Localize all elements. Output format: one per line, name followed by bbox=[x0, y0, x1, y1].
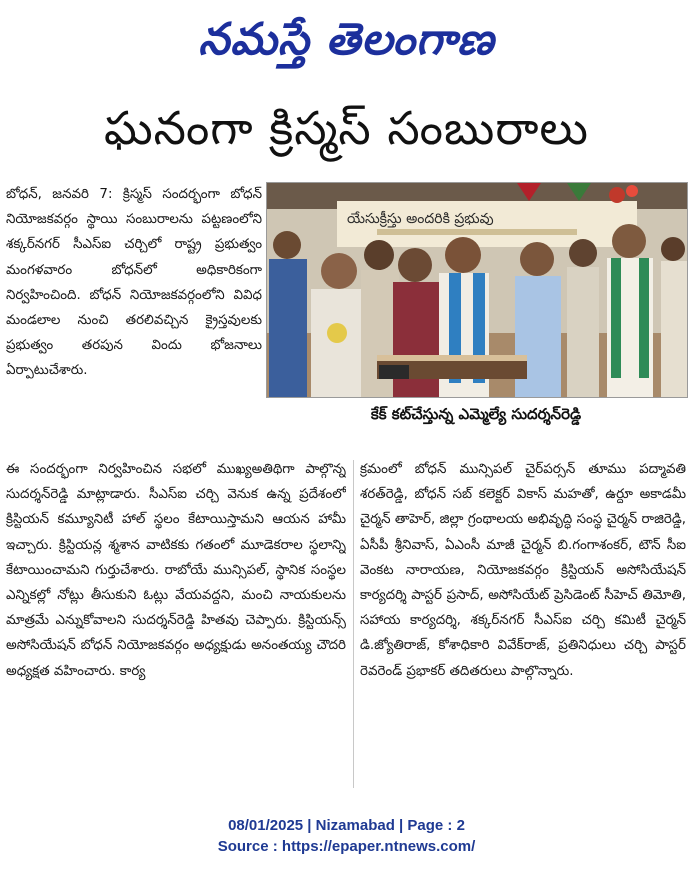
news-photo bbox=[266, 182, 688, 398]
headline-text: ఘనంగా క్రిస్మస్ సంబురాలు bbox=[104, 101, 589, 155]
article-column-right bbox=[360, 457, 686, 793]
footer-source: Source : https://epaper.ntnews.com/ bbox=[217, 838, 476, 855]
headline bbox=[0, 96, 693, 172]
masthead bbox=[0, 0, 693, 90]
photo-caption: కేక్ కట్‌చేస్తున్న ఎమ్మెల్యే సుదర్శన్‌రెడ్డి bbox=[370, 405, 582, 423]
article-column-left-top bbox=[6, 182, 262, 456]
photo-banner-text: యేసుక్రీస్తు అందరికి ప్రభువు bbox=[347, 211, 494, 227]
footer-date-edition: 08/01/2025 | Nizamabad | Page : 2 bbox=[228, 817, 465, 834]
newspaper-logo: నమస్తే తెలంగాణ bbox=[198, 14, 495, 65]
article-column-left-bottom bbox=[6, 457, 346, 793]
article-paragraph-speech: ఈ సందర్భంగా నిర్వహించిన సభలో ముఖ్యఅతిథిగా పాల్గొన్న సుదర్శన్‌రెడ్డి మాట్లాడారు. సీఎస్ఐ చర్చి వెనుక ఉన్న ప్రదేశంలో క్రిస్టియన్ కమ్యూనిటీ హాల్ స్థలం కేటాయిస్తామని ఆయన హామీ ఇచ్చారు. క్రిస్టియన్ల శ్మశాన వాటికకు గతంలో మూడెకరాల స్థలాన్ని కేటాయించామని గుర్తుచేశారు. రాబోయే మున్సిపల్, స్థానిక సంస్థల ఎన్నికల్లో నోట్లు తీసుకుని ఓట్లు వేయవద్దని, మంచి నాయకులను మాత్రమే ఎన్నుకోవాలని సుదర్శన్‌రెడ్డి హితవు చెప్పారు. క్రిస్టియన్స్ అసోసియేషన్ బోధన్ నియోజకవర్గం అధ్యక్షుడు అనంతయ్య చౌదరి అధ్యక్షత వహించారు. కార్య bbox=[6, 462, 346, 679]
article-paragraph-intro: బోధన్, జనవరి 7: క్రిస్మస్ సందర్భంగా బోధన్ నియోజకవర్గం స్థాయి సంబురాలను పట్టణంలోని శక్కర్‌నగర్ సీఎస్ఐ చర్చిలో రాష్ట్ర ప్రభుత్వం మంగళవారం బోధన్‌లో అధికారికంగా నిర్వహించింది. బోధన్ నియోజకవర్గంలోని వివిధ మండలాల నుంచి తరలివచ్చిన క్రైస్తవులకు ప్రభుత్వం తరపున విందు భోజనాలు ఏర్పాటుచేశారు. bbox=[6, 187, 262, 379]
column-divider bbox=[353, 460, 354, 788]
article-paragraph-attendees: క్రమంలో బోధన్ మున్సిపల్ చైర్‌పర్సన్ తూము పద్మావతి శరత్‌రెడ్డి, బోధన్ సబ్ కలెక్టర్ వికాస్ మహతో, ఉర్దూ అకాడమీ చైర్మన్ తాహెర్, జిల్లా గ్రంథాలయ అభివృద్ధి సంస్థ చైర్మన్ రాజిరెడ్డి, ఏసీపీ శ్రీనివాస్, ఏఎంసీ మాజీ చైర్మన్ బి.గంగాశంకర్, టౌన్ సీఐ వెంకట నారాయణ, నియోజకవర్గం క్రిస్టియన్ అసోసియేషన్ కార్యదర్శి పాస్టర్ ప్రసాద్, అసోసియేట్ ప్రెసిడెంట్ సీహెచ్ తిమోతి, సహాయ కార్యదర్శి, శక్కర్‌నగర్ సీఎస్ఐ చర్చి కమిటీ చైర్మన్ డి.జ్యోతిరాజ్, కోశాధికారి వివేక్‌రాజ్, ప్రతినిధులు చర్చి పాస్టర్ రెవరెండ్ ప్రభాకర్ తదితరులు పాల్గొన్నారు. bbox=[360, 462, 686, 679]
